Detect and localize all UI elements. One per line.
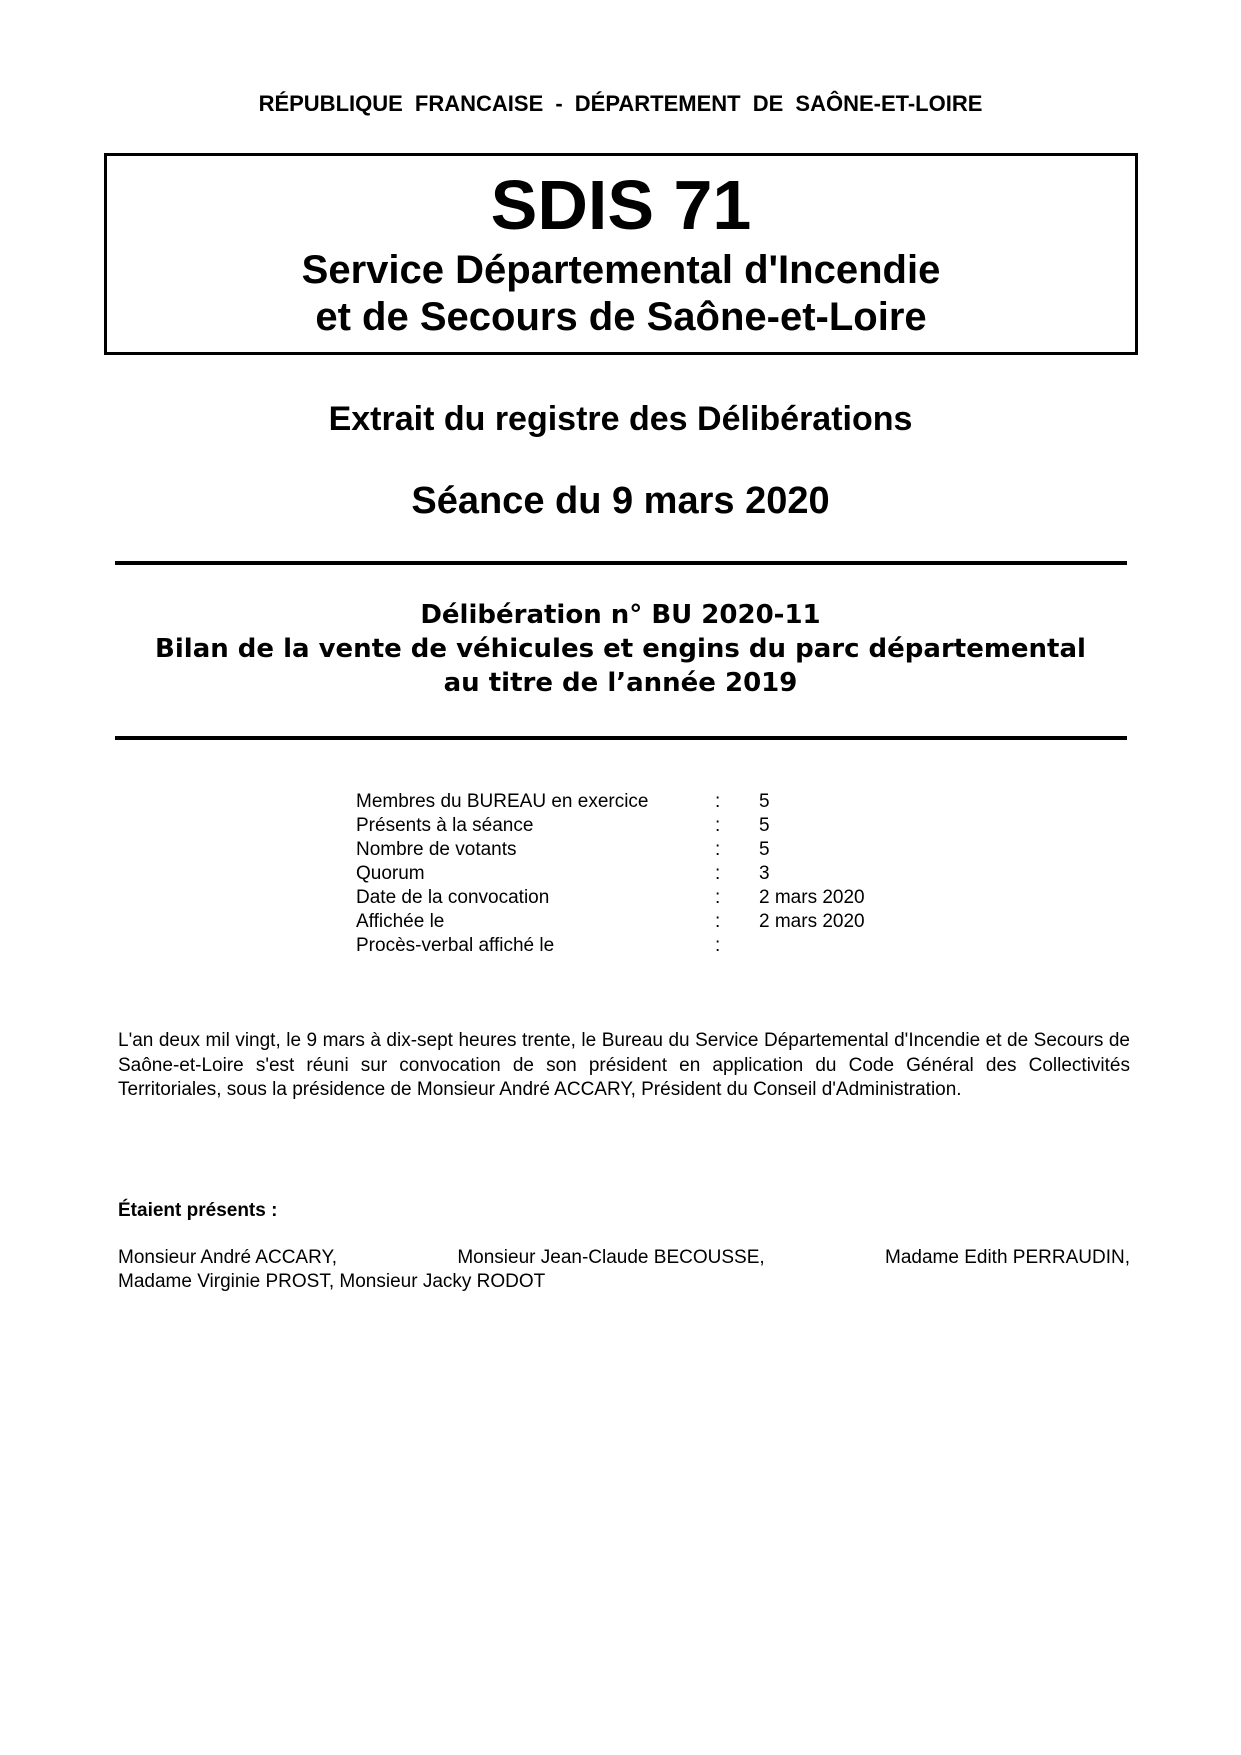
stats-row bbox=[356, 886, 959, 910]
divider-bottom bbox=[115, 736, 1127, 740]
seance-heading: Séance du 9 mars 2020 bbox=[411, 480, 830, 522]
title-box bbox=[104, 153, 1138, 355]
deliberation-subject-line1: Bilan de la vente de véhicules et engins du parc départemental bbox=[155, 634, 1086, 664]
stats-table bbox=[356, 790, 959, 958]
presents-heading: Étaient présents : bbox=[118, 1200, 278, 1221]
stats-value bbox=[759, 934, 959, 958]
stats-label: Date de la convocation bbox=[356, 887, 550, 908]
presents-list bbox=[118, 1246, 1130, 1294]
stats-value: 5 bbox=[759, 839, 770, 860]
stats-colon: : bbox=[715, 815, 721, 836]
divider-top bbox=[115, 561, 1127, 565]
deliberation-number: Délibération n° BU 2020-11 bbox=[420, 600, 821, 630]
stats-colon: : bbox=[715, 839, 721, 860]
stats-value: 2 mars 2020 bbox=[759, 887, 865, 908]
present-member: Monsieur André ACCARY, bbox=[118, 1247, 337, 1268]
stats-value: 2 mars 2020 bbox=[759, 911, 865, 932]
stats-colon: : bbox=[715, 887, 721, 908]
present-member: Monsieur Jean-Claude BECOUSSE, bbox=[457, 1247, 765, 1268]
sdis-title: SDIS 71 bbox=[490, 166, 752, 244]
service-name-line2: et de Secours de Saône-et-Loire bbox=[315, 295, 927, 339]
stats-label: Quorum bbox=[356, 863, 425, 884]
stats-label: Affichée le bbox=[356, 911, 445, 932]
stats-row bbox=[356, 790, 959, 814]
republique-header: RÉPUBLIQUE FRANCAISE - DÉPARTEMENT DE SAÔNE-ET-LOIRE bbox=[258, 91, 983, 116]
stats-value: 3 bbox=[759, 863, 770, 884]
stats-row bbox=[356, 838, 959, 862]
presents-row: Madame Virginie PROST, Monsieur Jacky RODOT bbox=[118, 1271, 546, 1292]
deliberation-subject-line2: au titre de l’année 2019 bbox=[443, 668, 798, 698]
service-name-line1: Service Départemental d'Incendie bbox=[301, 248, 941, 292]
extrait-heading: Extrait du registre des Délibérations bbox=[328, 400, 913, 438]
intro-paragraph: L'an deux mil vingt, le 9 mars à dix-sept heures trente, le Bureau du Service Départemental d'Incendie et de Secours de Saône-et-Loire s'est réuni sur convocation de son président en application du Code Général des Collectivités Territoriales, sous la présidence de Monsieur André ACCARY, Président du Conseil d'Administration. bbox=[118, 1030, 1130, 1100]
stats-row bbox=[356, 934, 959, 958]
stats-label: Membres du BUREAU en exercice bbox=[356, 791, 649, 812]
stats-value: 5 bbox=[759, 791, 770, 812]
stats-label: Procès-verbal affiché le bbox=[356, 935, 555, 956]
stats-label: Nombre de votants bbox=[356, 839, 517, 860]
stats-row bbox=[356, 862, 959, 886]
stats-colon: : bbox=[715, 791, 721, 812]
stats-row bbox=[356, 814, 959, 838]
stats-row bbox=[356, 910, 959, 934]
stats-label: Présents à la séance bbox=[356, 815, 534, 836]
stats-colon: : bbox=[715, 935, 721, 956]
stats-colon: : bbox=[715, 911, 721, 932]
stats-value: 5 bbox=[759, 815, 770, 836]
presents-row bbox=[118, 1246, 1130, 1270]
present-member: Madame Edith PERRAUDIN, bbox=[885, 1247, 1130, 1268]
stats-colon: : bbox=[715, 863, 721, 884]
deliberation-block bbox=[0, 598, 1241, 700]
